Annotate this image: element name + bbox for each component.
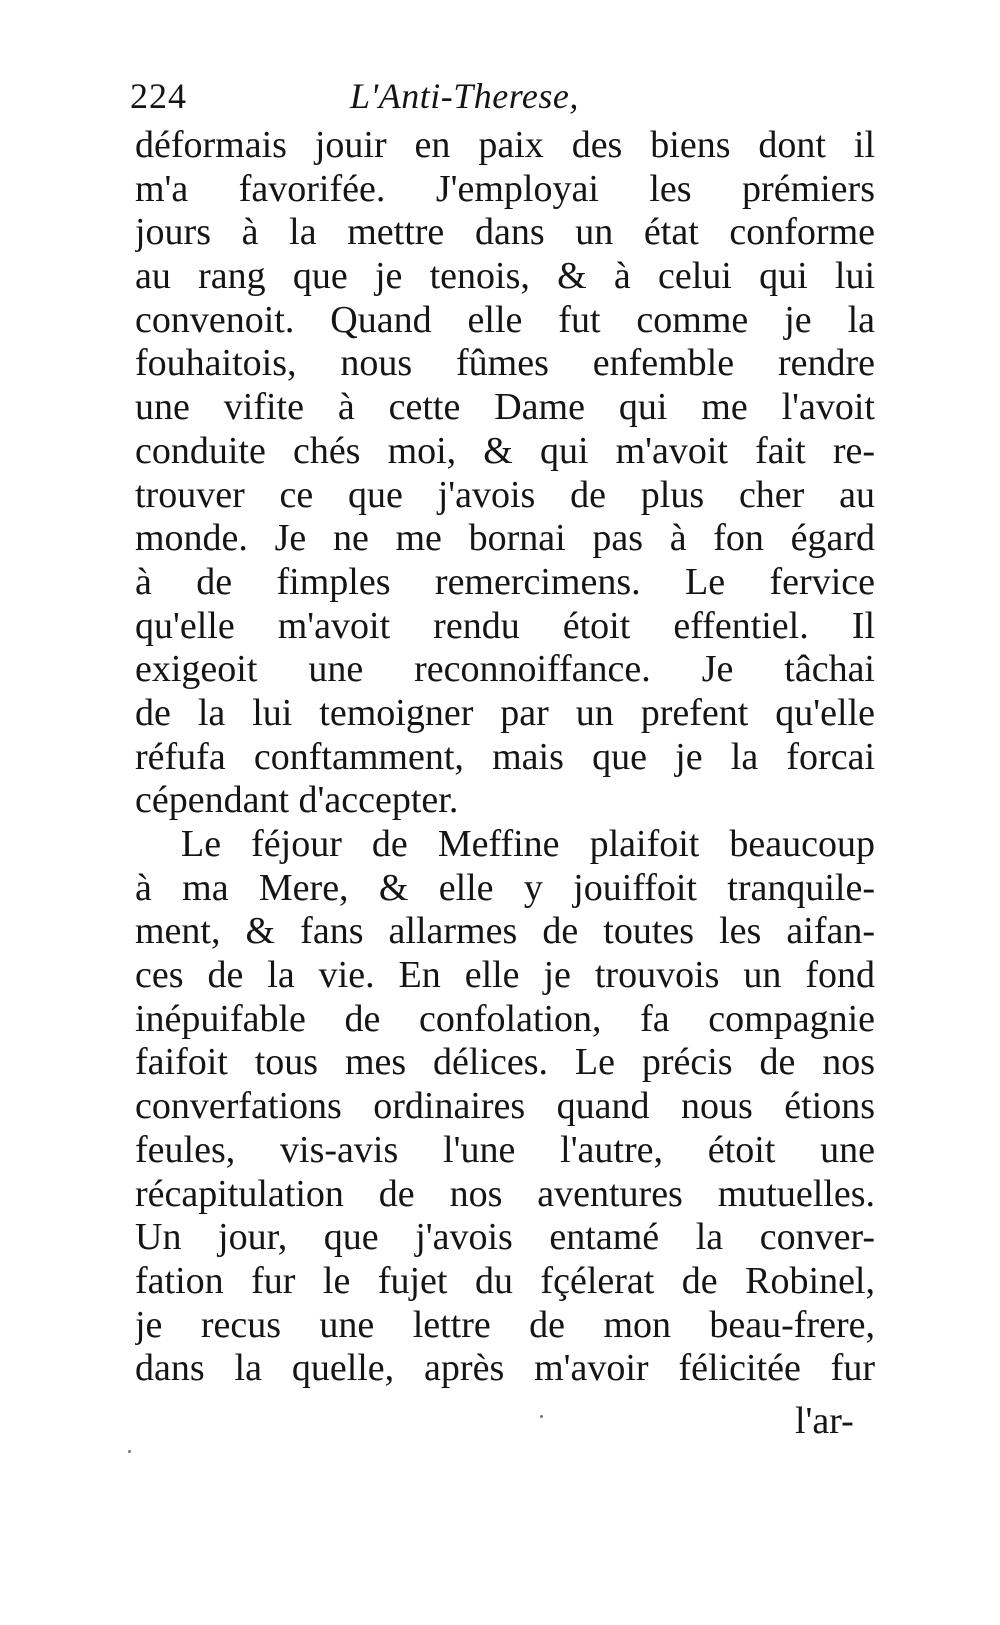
text-line: Le féjour de Meffine plaifoit beaucoup [181, 823, 875, 865]
text-line: cépendant d'accepter. [135, 779, 459, 822]
body-text [135, 124, 875, 1391]
text-line: à de fimples remercimens. Le fervice [135, 560, 875, 603]
text-line: je recus une lettre de mon beau-frere, [135, 1303, 875, 1346]
text-line: au rang que je tenois, & à celui qui lui [135, 255, 875, 298]
text-line: exigeoit une reconnoiffance. Je tâchai [135, 648, 875, 691]
text-line: converfations ordinaires quand nous étions [135, 1085, 875, 1128]
text-line: monde. Je ne me bornai pas à fon égard [135, 517, 875, 560]
text-line: récapitulation de nos aventures mutuelles. [135, 1172, 875, 1215]
running-head: L'Anti-Therese, [350, 76, 579, 116]
text-line: m'a favorifée. J'employai les prémiers [135, 167, 875, 210]
text-line: ces de la vie. En elle je trouvois un fond [135, 954, 875, 997]
text-line: Un jour, que j'avois entamé la conver- [135, 1216, 875, 1259]
text-line: réfufa conftamment, mais que je la forcai [135, 735, 875, 778]
text-line: trouver ce que j'avois de plus cher au [135, 473, 875, 516]
text-line: une vifite à cette Dame qui me l'avoit [135, 386, 875, 429]
text-line: déformais jouir en paix des biens dont il [135, 124, 875, 166]
catchword: l'ar- [795, 1400, 854, 1442]
text-line: conduite chés moi, & qui m'avoit fait re- [135, 429, 875, 472]
text-line: dans la quelle, après m'avoir félicitée fur [135, 1347, 875, 1390]
text-line: convenoit. Quand elle fut comme je la [135, 298, 875, 341]
text-line: à ma Mere, & elle y jouiffoit tranquile- [135, 866, 875, 909]
text-line: ment, & fans allarmes de toutes les aifan- [135, 910, 875, 953]
text-line: fouhaitois, nous fûmes enfemble rendre [135, 342, 875, 385]
text-line: inépuifable de confolation, fa compagnie [135, 997, 875, 1040]
text-line: feules, vis-avis l'une l'autre, étoit une [135, 1128, 875, 1171]
text-line: de la lui temoigner par un prefent qu'elle [135, 691, 875, 734]
text-line: faifoit tous mes délices. Le précis de nos [135, 1041, 875, 1084]
text-line: jours à la mettre dans un état conforme [135, 211, 875, 254]
text-line: fation fur le fujet du fçélerat de Robinel, [135, 1259, 875, 1302]
page-number: 224 [130, 76, 187, 116]
page-header [130, 74, 890, 122]
ink-speck [128, 1450, 131, 1453]
text-line: qu'elle m'avoit rendu étoit effentiel. Il [135, 604, 875, 647]
ink-speck [540, 1415, 543, 1418]
